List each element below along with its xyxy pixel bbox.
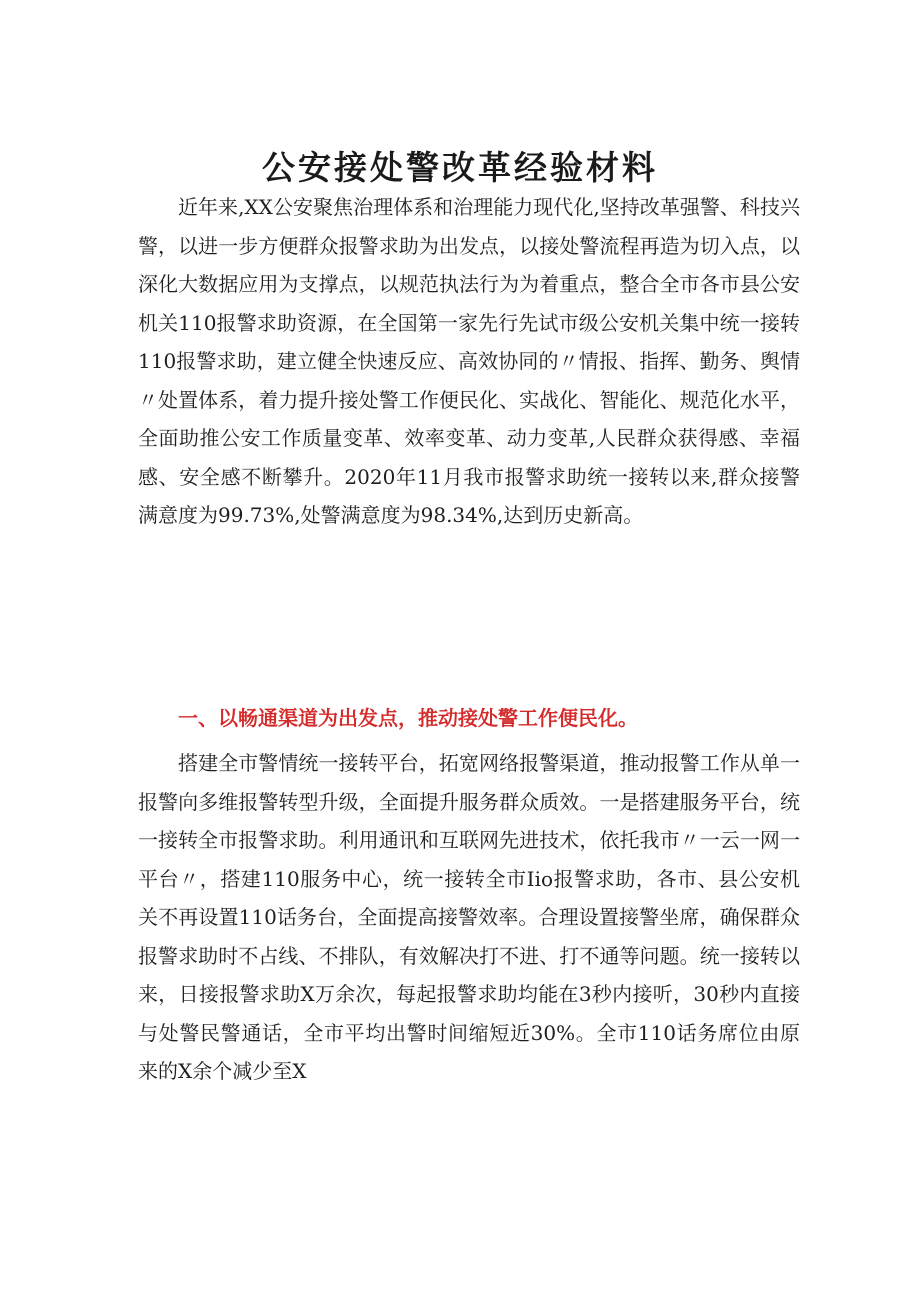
section-paragraph: 搭建全市警情统一接转平台，拓宽网络报警渠道，推动报警工作从单一报警向多维报警转型升级，全面提升服务群众质效。一是搭建服务平台，统一接转全市报警求助。利用通讯和互联网先进技术，依托我市〃一云一网一平台〃，搭建110服务中心，统一接转全市Iio报警求助，各市、县公安机关不再设置110话务台，全面提高接警效率。合理设置接警坐席，确保群众报警求助时不占线、不排队，有效解决打不进、打不通等问题。统一接转以来，日接报警求助X万余次，每起报警求助均能在3秒内接听，30秒内直接与处警民警通话，全市平均出警时间缩短近30%。全市110话务席位由原来的X余个减少至X [138,751,800,1083]
section-heading: 一、以畅通渠道为出发点，推动接处警工作便民化。 [178,706,638,730]
intro-paragraph: 近年来,XX公安聚焦治理体系和治理能力现代化,坚持改革强警、科技兴警，以进一步方便群众报警求助为出发点，以接处警流程再造为切入点，以深化大数据应用为支撑点，以规范执法行为为着重点，整合全市各市县公安机关110报警求助资源，在全国第一家先行先试市级公安机关集中统一接转110报警求助，建立健全快速反应、高效协同的〃情报、指挥、勤务、舆情〃处置体系，着力提升接处警工作便民化、实战化、智能化、规范化水平，全面助推公安工作质量变革、效率变革、动力变革,人民群众获得感、幸福感、安全感不断攀升。2020年11月我市报警求助统一接转以来,群众接警满意度为99.73%,处警满意度为98.34%,达到历史新高。 [138,195,800,527]
document-title: 公安接处警改革经验材料 [262,148,658,187]
